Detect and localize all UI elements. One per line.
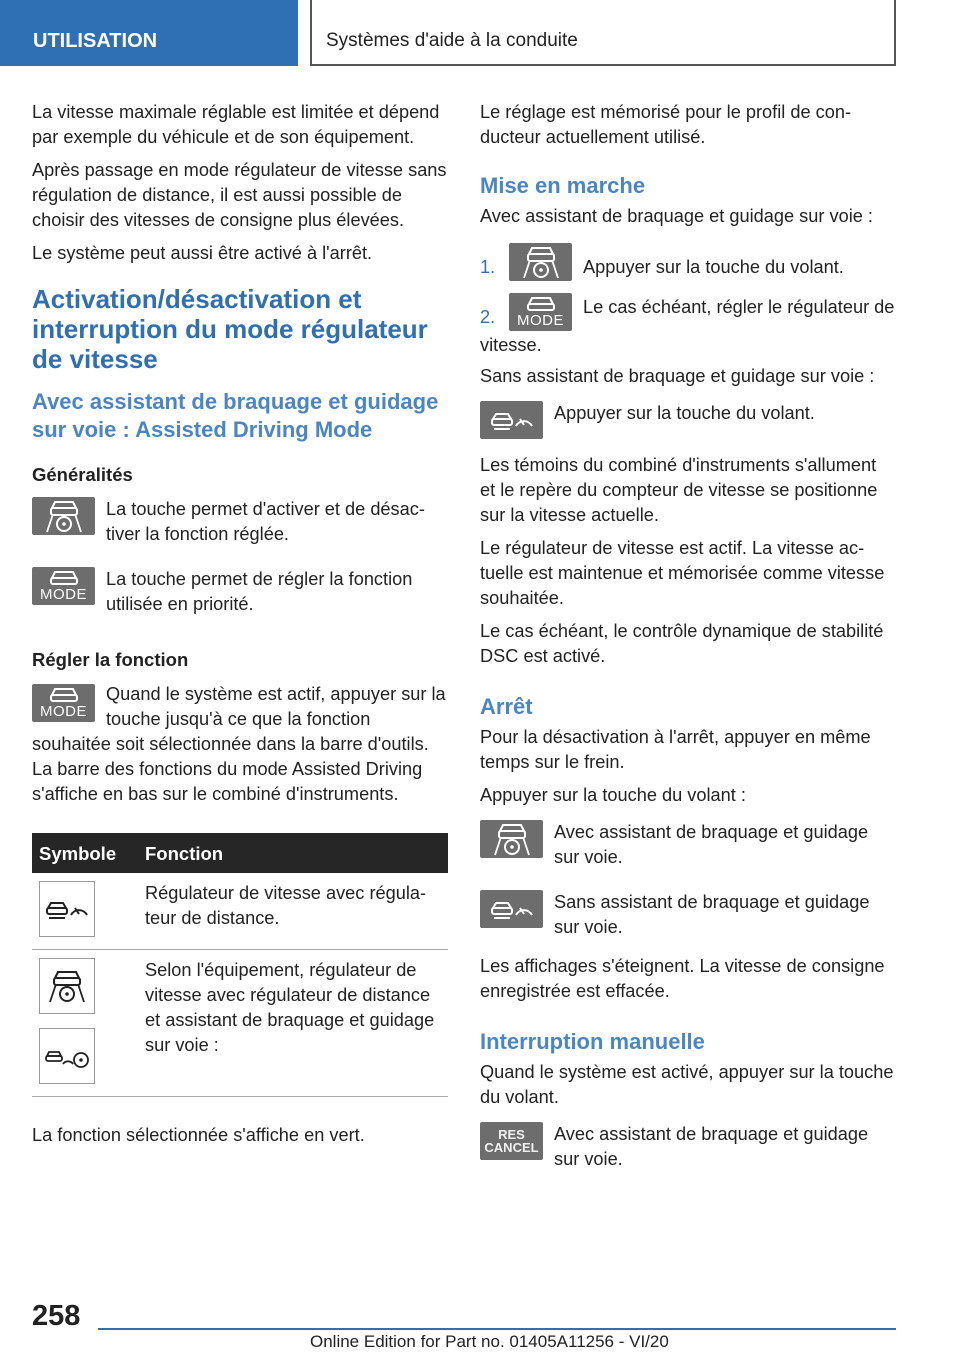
- section-tab: UTILISATION: [0, 0, 298, 66]
- item-text: La touche permet de régler la fonction utilisée en priorité.: [106, 569, 413, 614]
- mode-button-icon: MODE: [32, 684, 95, 722]
- item-text: Avec assistant de braquage et guidage sur voie.: [554, 1124, 869, 1169]
- paragraph: La vitesse maximale réglable est limitée et dépend par exemple du véhicule et de son équipement.: [32, 102, 440, 147]
- steering-assist-symbol-icon: [39, 958, 95, 1014]
- mode-button-icon: MODE: [32, 567, 95, 605]
- paragraph: Les témoins du combiné d'instruments s'allument et le repère du compteur de vitesse se positionne sur la vitesse actuelle.: [480, 455, 878, 525]
- paragraph: La fonction sélectionnée s'affiche en vert.: [32, 1125, 365, 1145]
- list-item: [480, 890, 896, 940]
- item-text: Sans assistant de braquage et guidage sur voie.: [554, 892, 870, 937]
- chapter-title: Systèmes d'aide à la conduite: [310, 0, 896, 66]
- list-item: [32, 682, 448, 807]
- heading-manual-interrupt: Interruption manuelle: [480, 1029, 705, 1054]
- paragraph: Le cas échéant, le contrôle dynamique de stabilité DSC est activé.: [480, 621, 884, 666]
- cruise-button-icon: [480, 890, 543, 928]
- list-item: [480, 1122, 896, 1172]
- assisted-driving-button-icon: [480, 820, 543, 858]
- paragraph: Avec assistant de braquage et guidage sur voie :: [480, 206, 873, 226]
- heading-start: Mise en marche: [480, 173, 646, 198]
- item-text: Le cas échéant, régler le régulateur de vitesse.: [480, 297, 895, 355]
- paragraph: Les affichages s'éteignent. La vitesse de consigne enregistrée est effacée.: [480, 956, 885, 1001]
- page-header: [0, 0, 960, 66]
- list-item: [480, 820, 896, 870]
- item-text: Avec assistant de braquage et guidage sur voie.: [554, 822, 869, 867]
- subsection-heading: Avec assistant de braquage et guidage sur voie : Assisted Driving Mode: [32, 389, 439, 442]
- steering-assist-alt-symbol-icon: [39, 1028, 95, 1084]
- edition-text: Online Edition for Part no. 01405A11256 - VI/20: [310, 1332, 669, 1351]
- mode-button-icon: MODE: [509, 293, 572, 331]
- symbol-table: [32, 833, 448, 1097]
- table-row: [32, 950, 448, 1097]
- footer-divider: [98, 1328, 896, 1330]
- heading-stop: Arrêt: [480, 694, 533, 719]
- list-item: [480, 401, 896, 439]
- table-cell: Selon l'équipement, régulateur de vitesse avec régulateur de distance et assistant de braquage et guidage sur voie :: [138, 950, 448, 1097]
- list-item: 2. MODE Le cas échéant, régler le régulateur de vitesse.: [480, 293, 896, 356]
- left-column: [32, 100, 448, 1156]
- paragraph: Le système peut aussi être activé à l'arrêt.: [32, 243, 373, 263]
- paragraph: Sans assistant de braquage et guidage sur voie :: [480, 366, 875, 386]
- steps-list: [480, 243, 896, 356]
- sub-heading-set-function: Régler la fonction: [32, 649, 189, 670]
- sub-heading-general: Généralités: [32, 464, 133, 485]
- item-text: Quand le système est actif, appuyer sur la touche jusqu'à ce que la fonction souhaitée soit sélectionnée dans la barre d'outils. La barre des fonctions du mode Assisted Driving s'affiche en bas sur le combiné d'instruments.: [32, 684, 446, 804]
- list-item: [32, 567, 448, 617]
- assisted-driving-button-icon: [509, 243, 572, 281]
- page-number: 258: [32, 1300, 81, 1332]
- item-text: Appuyer sur la touche du volant.: [554, 403, 815, 423]
- acc-symbol-icon: [39, 881, 95, 937]
- paragraph: Le régulateur de vitesse est actif. La vitesse actuelle est maintenue et mémorisée comme vitesse souhaitée.: [480, 538, 885, 608]
- table-header-function: Fonction: [138, 833, 448, 873]
- list-item: [32, 497, 448, 547]
- paragraph: Appuyer sur la touche du volant :: [480, 785, 746, 805]
- paragraph: Quand le système est activé, appuyer sur la touche du volant.: [480, 1062, 894, 1107]
- table-cell: Régulateur de vitesse avec régulateur de distance.: [138, 873, 448, 950]
- paragraph: Pour la désactivation à l'arrêt, appuyer en même temps sur le frein.: [480, 727, 871, 772]
- right-column: [480, 100, 896, 1186]
- table-header-symbol: Symbole: [32, 833, 138, 873]
- cruise-button-icon: [480, 401, 543, 439]
- res-cancel-button-icon: RES CANCEL: [480, 1122, 543, 1160]
- assisted-driving-button-icon: [32, 497, 95, 535]
- item-text: Appuyer sur la touche du volant.: [583, 257, 844, 277]
- section-heading: Activation/désactivation et interruption du mode régulateur de vitesse: [32, 284, 428, 374]
- paragraph: Le réglage est mémorisé pour le profil de conducteur actuellement utilisé.: [480, 102, 852, 147]
- list-item: 1. Appuyer sur la touche du volant.: [480, 243, 896, 281]
- paragraph: Après passage en mode régulateur de vitesse sans régulation de distance, il est aussi possible de choisir des vitesses de consigne plus élevées.: [32, 160, 447, 230]
- table-row: [32, 873, 448, 950]
- item-text: La touche permet d'activer et de désactiver la fonction réglée.: [106, 499, 425, 544]
